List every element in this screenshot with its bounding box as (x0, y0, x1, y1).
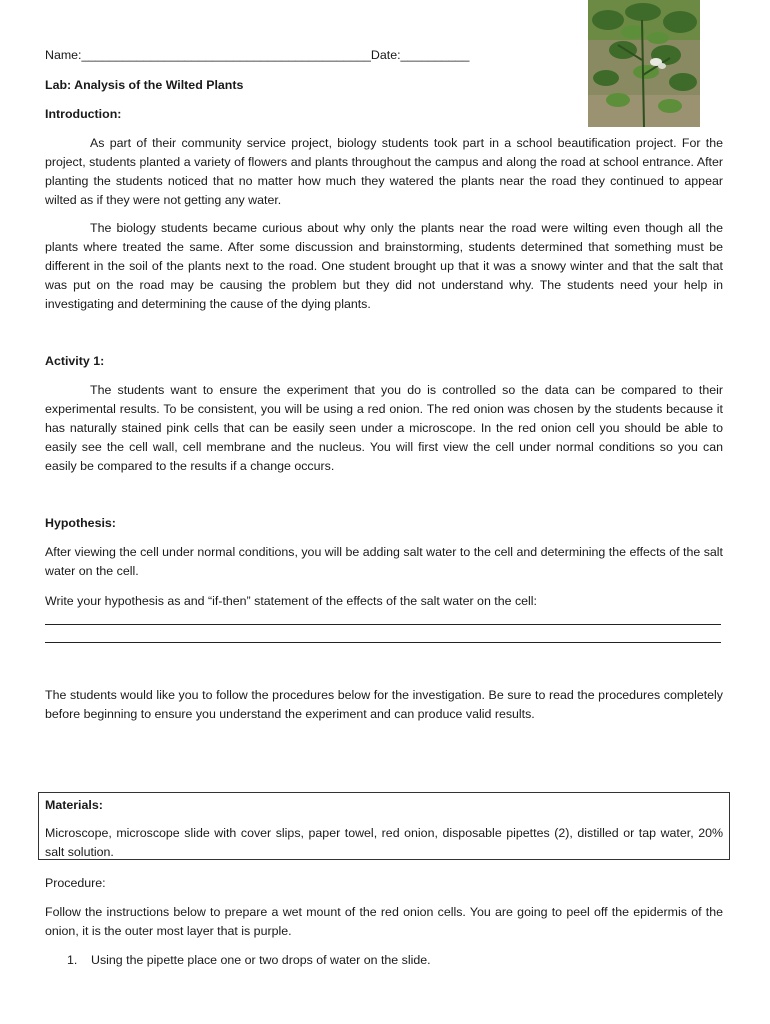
hypothesis-heading: Hypothesis: (45, 516, 116, 530)
procedure-step-text: Using the pipette place one or two drops of water on the slide. (91, 953, 431, 967)
lab-title: Lab: Analysis of the Wilted Plants (45, 78, 244, 92)
hypothesis-answer-line-2[interactable] (45, 642, 721, 643)
introduction-paragraph-2: The biology students became curious about why only the plants near the road were wilting even though all the plants where treated the same. After some discussion and brainstorming, students determined that something must be different in the soil of the plants next to the road. One student brought up that it was a snowy winter and that the salt that was put on the road may be causing the problem but they did not understand why. The students need your help in investigating and determining the cause of the dying plants. (45, 221, 723, 311)
activity1-paragraph: The students want to ensure the experiment that you do is controlled so the data can be compared to their experimental results. To be consistent, you will be using a red onion. The red onion was chosen by the students because it has naturally stained pink cells that can be easily seen under a microscope. In the red onion cell you should be able to easily see the cell wall, cell membrane and the nucleus. You will first view the cell under normal conditions so you can easily be compared to the results if a change occurs. (45, 383, 723, 473)
materials-list: Microscope, microscope slide with cover slips, paper towel, red onion, disposable pipettes (2), distilled or tap water, 20% salt solution. (45, 826, 723, 859)
activity1-heading: Activity 1: (45, 354, 105, 368)
hypothesis-paragraph: After viewing the cell under normal conditions, you will be adding salt water to the cell and determining the effects of the salt water on the cell. (45, 545, 723, 578)
procedures-intro-paragraph: The students would like you to follow the procedures below for the investigation. Be sure to read the procedures completely before beginning to ensure you understand the experiment and can produce valid results. (45, 688, 723, 721)
introduction-heading: Introduction: (45, 107, 122, 121)
procedure-step-number: 1. (67, 953, 78, 967)
hypothesis-answer-line-1[interactable] (45, 624, 721, 625)
introduction-paragraph-1: As part of their community service project, biology students took part in a school beautification project. For the project, students planted a variety of flowers and plants throughout the campus and along the road at school entrance. After planting the students noticed that no matter how much they watered the plants near the road they continued to appear wilted as if they were not getting any water. (45, 136, 723, 207)
procedure-heading: Procedure: (45, 876, 106, 890)
materials-heading: Materials: (45, 798, 103, 812)
procedure-intro: Follow the instructions below to prepare a wet mount of the red onion cells. You are going to peel off the epidermis of the onion, it is the outer most layer that is purple. (45, 905, 723, 938)
name-date-line[interactable]: Name:__________________________________________Date:__________ (45, 48, 470, 62)
hypothesis-prompt: Write your hypothesis as and “if-then” statement of the effects of the salt water on the cell: (45, 594, 537, 608)
